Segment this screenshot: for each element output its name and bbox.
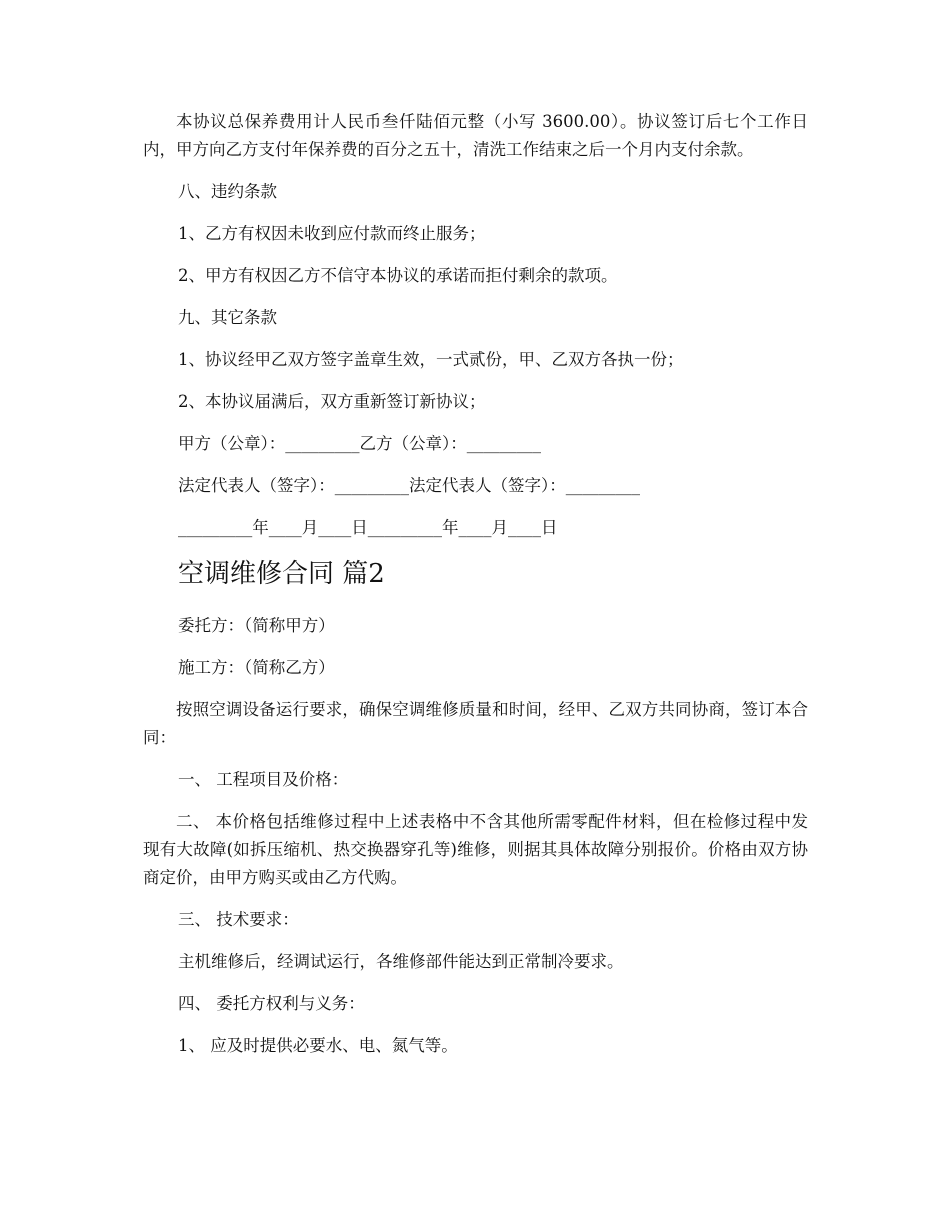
clause-4-item-1: 1、 应及时提供必要水、电、氮气等。 [178, 1036, 458, 1055]
clause-4: 四、 委托方权利与义务： [178, 994, 365, 1013]
section-8-item-1: 1、乙方有权因未收到应付款而终止服务； [178, 224, 486, 243]
payment-paragraph: 本协议总保养费用计人民币叁仟陆佰元整（小写 3600.00）。协议签订后七个工作日内，甲方向乙方支付年保养费的百分之五十，清洗工作结束之后一个月内支付余款。 [143, 112, 808, 159]
section-heading-2: 空调维修合同 篇2 [178, 559, 385, 589]
signature-seal-line: 甲方（公章）：_________乙方（公章）：_________ [178, 434, 541, 453]
clause-1: 一、 工程项目及价格： [178, 770, 349, 789]
section-8-title: 八、违约条款 [178, 182, 277, 201]
contractor-line: 施工方：（简称乙方） [178, 658, 335, 677]
signature-representative-line: 法定代表人（签字）：_________法定代表人（签字）：_________ [178, 476, 640, 495]
section-9-item-1: 1、协议经甲乙双方签字盖章生效，一式贰份，甲、乙双方各执一份； [178, 350, 684, 369]
client-line: 委托方：（简称甲方） [178, 616, 335, 635]
clause-2: 二、 本价格包括维修过程中上述表格中不含其他所需零配件材料，但在检修过程中发现有大故障(如拆压缩机、热交换器穿孔等)维修，则据其具体故障分别报价。价格由双方协商定价，由甲方购买或由乙方代购。 [143, 812, 808, 887]
section-8-item-2: 2、甲方有权因乙方不信守本协议的承诺而拒付剩余的款项。 [178, 266, 618, 285]
document-page [143, 108, 808, 1074]
signature-date-line: _________年____月____日_________年____月____日 [178, 518, 558, 537]
intro-paragraph: 按照空调设备运行要求，确保空调维修质量和时间，经甲、乙双方共同协商，签订本合同： [143, 700, 808, 747]
clause-3-text: 主机维修后，经调试运行，各维修部件能达到正常制冷要求。 [178, 952, 624, 971]
section-9-item-2: 2、本协议届满后，双方重新签订新协议； [178, 392, 486, 411]
clause-3: 三、 技术要求： [178, 910, 299, 929]
section-9-title: 九、其它条款 [178, 308, 277, 327]
